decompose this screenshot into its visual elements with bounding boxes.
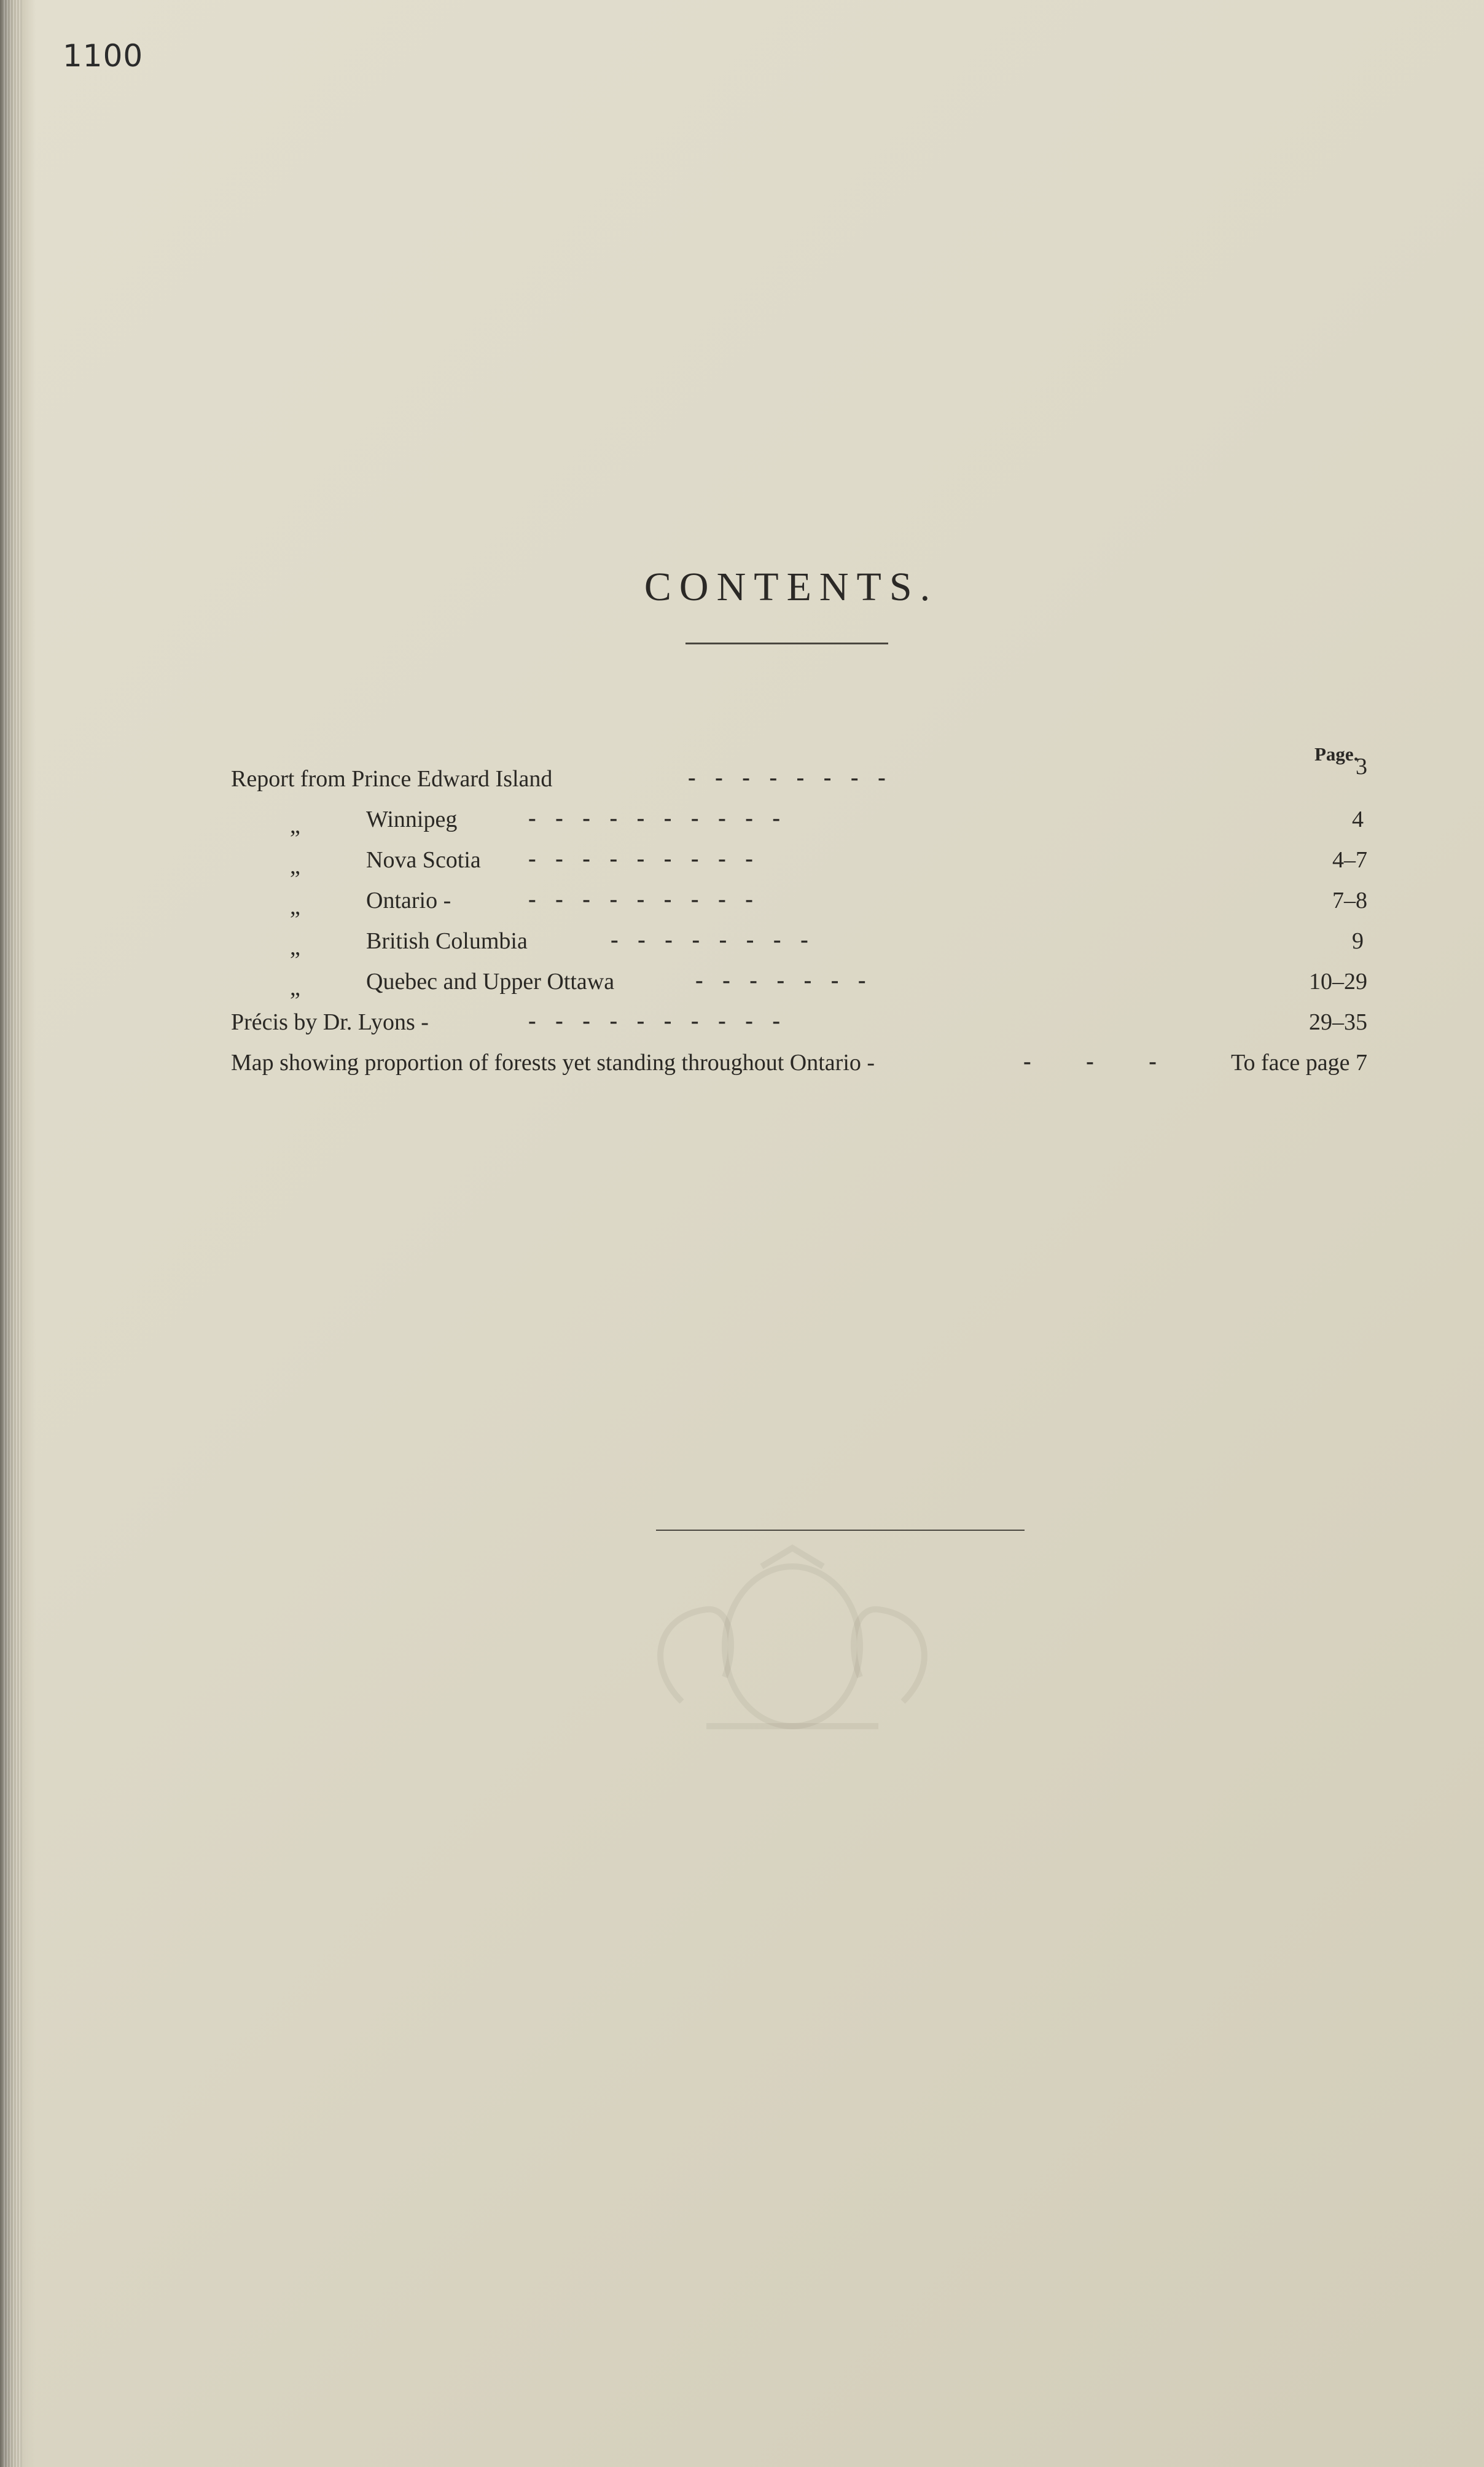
entry-leader: - - - - - - - - — [688, 765, 886, 791]
entry-page: 10–29 — [1309, 969, 1367, 995]
entry-leader: - - - - - - - - - - — [528, 805, 781, 831]
entry-page: 9 — [1352, 928, 1364, 954]
entry-label: Ontario - — [366, 888, 451, 913]
entry-leader: - - - - - - - - — [611, 927, 808, 953]
page-column-header: Page. — [1314, 743, 1359, 765]
ditto-mark: „ — [290, 853, 300, 879]
entry-label: Précis by Dr. Lyons - — [231, 1009, 429, 1035]
entry-leader: - - - - - - - — [695, 968, 866, 993]
contents-entry — [231, 968, 1367, 1005]
entry-page: 7–8 — [1332, 888, 1367, 913]
closing-rule — [656, 1530, 1025, 1531]
ditto-mark: „ — [290, 975, 300, 1001]
entry-label: Report from Prince Edward Island — [231, 766, 553, 792]
entry-leader: - - - — [1023, 1049, 1157, 1074]
show-through-crest — [608, 1542, 977, 1745]
entry-label: Quebec and Upper Ottawa — [366, 969, 615, 995]
heading-rule — [685, 643, 888, 644]
entry-page: 29–35 — [1309, 1009, 1367, 1035]
entry-page: 4–7 — [1332, 847, 1367, 873]
contents-entry — [231, 1049, 1367, 1086]
entry-label: British Columbia — [366, 928, 528, 954]
entry-page: 3 — [1356, 754, 1367, 780]
entry-label: Map showing proportion of forests yet standing throughout Ontario - — [231, 1050, 875, 1076]
ditto-mark: „ — [290, 934, 300, 960]
contents-entry — [231, 887, 1367, 924]
entry-leader: - - - - - - - - - - — [528, 1008, 781, 1034]
contents-entry — [231, 846, 1367, 883]
contents-entry — [231, 928, 1367, 964]
entry-leader: - - - - - - - - - — [528, 886, 753, 912]
ditto-mark: „ — [290, 813, 300, 839]
contents-entry — [231, 806, 1367, 843]
ditto-mark: „ — [290, 894, 300, 920]
page-edge-texture — [4, 0, 22, 2467]
entry-label: Nova Scotia — [366, 847, 481, 873]
entry-leader: - - - - - - - - - — [528, 846, 753, 872]
entry-label: Winnipeg — [366, 807, 458, 832]
contents-entry — [231, 1009, 1367, 1046]
folio-number: 1100 — [63, 38, 144, 74]
entry-page: 4 — [1352, 807, 1364, 832]
contents-heading: CONTENTS. — [644, 565, 939, 609]
entry-page: To face page 7 — [1230, 1050, 1367, 1076]
